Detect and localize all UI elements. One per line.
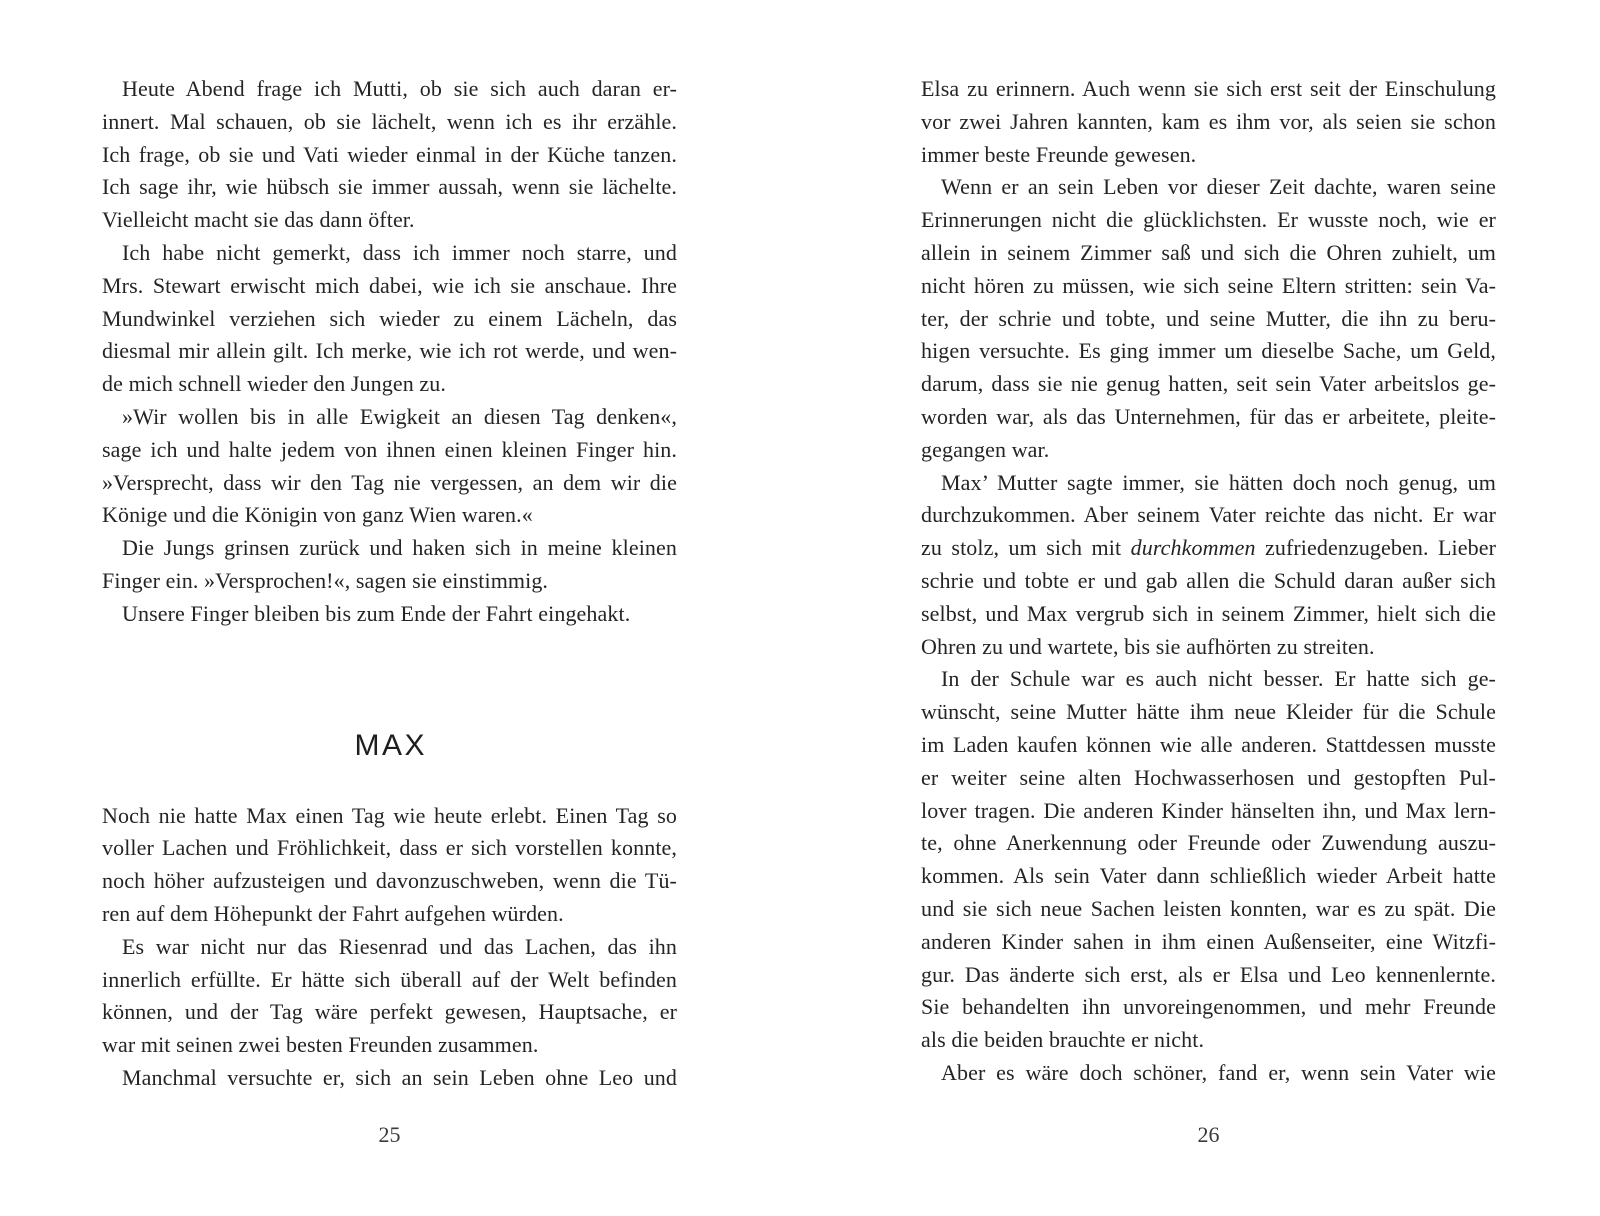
text-line: ter, der schrie und tobte, und seine Mutter, die ihn zu beru- — [921, 305, 1496, 331]
paragraph — [921, 1057, 1496, 1090]
italic-text: durchkommen — [1130, 535, 1256, 561]
text-line: voller Lachen und Fröhlichkeit, dass er sich vorstellen konnte, — [102, 835, 677, 861]
text-line: Heute Abend frage ich Mutti, ob sie sich auch daran er- — [122, 76, 677, 101]
text-line: Unsere Finger bleiben bis zum Ende der Fahrt eingehakt. — [122, 600, 631, 626]
text-line: wünscht, seine Mutter hätte ihm neue Kleider für die Schule — [921, 699, 1496, 725]
text-line: Finger ein. »Versprochen!«, sagen sie einstimmig. — [102, 567, 549, 593]
book-page-25 — [102, 73, 677, 1193]
text-line: kommen. Als sein Vater dann schließlich wieder Arbeit hatte — [921, 863, 1496, 889]
paragraph — [102, 598, 677, 631]
text-line: gur. Das änderte sich erst, als er Elsa und Leo kennenlernte. — [921, 961, 1496, 987]
text-line: selbst, und Max vergrub sich in seinem Zimmer, hielt sich die — [921, 600, 1496, 626]
text-line: higen versuchte. Es ging immer um dieselbe Sache, um Geld, — [921, 338, 1496, 364]
text-line: durchzukommen. Aber seinem Vater reichte das nicht. Er war — [921, 502, 1496, 528]
text-line: Wenn er an sein Leben vor dieser Zeit dachte, waren seine — [941, 174, 1496, 200]
text-line: Ich sage ihr, wie hübsch sie immer aussah, wenn sie lächelte. — [102, 174, 677, 200]
text-line: Ich frage, ob sie und Vati wieder einmal in der Küche tanzen. — [102, 141, 677, 167]
text-line: te, ohne Anerkennung oder Freunde oder Zuwendung auszu- — [921, 830, 1496, 856]
text-line: Manchmal versuchte er, sich an sein Leben ohne Leo und — [122, 1064, 677, 1090]
text-line: Ohren zu und wartete, bis sie aufhörten zu streiten. — [921, 633, 1375, 659]
text-line: Es war nicht nur das Riesenrad und das Lachen, das ihn — [122, 933, 677, 959]
text-line: In der Schule war es auch nicht besser. Er hatte sich ge- — [941, 666, 1496, 692]
text-line: war mit seinen zwei besten Freunden zusammen. — [102, 1032, 539, 1058]
book-page-26 — [921, 73, 1496, 1193]
text-line: Noch nie hatte Max einen Tag wie heute erlebt. Einen Tag so — [102, 802, 677, 828]
text-line: gegangen war. — [921, 436, 1050, 462]
text-line: schrie und tobte er und gab allen die Schuld daran außer sich — [921, 567, 1496, 593]
text-line: ren auf dem Höhepunkt der Fahrt aufgehen würden. — [102, 900, 564, 926]
text-line: immer beste Freunde gewesen. — [921, 141, 1197, 167]
text-line: »Versprecht, dass wir den Tag nie vergessen, an dem wir die — [102, 469, 677, 495]
text-line: Sie behandelten ihn unvoreingenommen, und mehr Freunde — [921, 994, 1496, 1020]
paragraph — [102, 931, 677, 1062]
text-line: darum, dass sie nie genug hatten, seit sein Vater arbeitslos ge- — [921, 371, 1496, 397]
paragraph — [102, 1062, 677, 1095]
text-line: und sie sich neue Sachen leisten konnten, war es zu spät. Die — [921, 895, 1496, 921]
text-line: Die Jungs grinsen zurück und haken sich in meine kleinen — [122, 535, 677, 561]
paragraph — [102, 237, 677, 401]
text-line: lover tragen. Die anderen Kinder hänselten ihn, und Max lern- — [921, 797, 1496, 823]
page-number: 26 — [1197, 1122, 1220, 1147]
text-line: worden war, als das Unternehmen, für das er arbeitete, pleite- — [921, 403, 1496, 429]
text-line — [921, 532, 1496, 565]
text-line: anderen Kinder sahen in ihm einen Außenseiter, eine Witzfi- — [921, 928, 1496, 954]
text-line: noch höher aufzusteigen und davonzuschweben, wenn die Tü- — [102, 868, 677, 894]
paragraph — [102, 401, 677, 532]
text-segment: zu stolz, um sich mit — [921, 535, 1131, 561]
text-line: Elsa zu erinnern. Auch wenn sie sich erst seit der Einschulung — [921, 76, 1496, 101]
text-line: Könige und die Königin von ganz Wien waren.« — [102, 502, 533, 528]
text-line: de mich schnell wieder den Jungen zu. — [102, 371, 446, 397]
text-line: diesmal mir allein gilt. Ich merke, wie ich rot werde, und wen- — [102, 338, 677, 364]
text-line: als die beiden brauchte er nicht. — [921, 1027, 1205, 1053]
text-line: innert. Mal schauen, ob sie lächelt, wenn ich es ihr erzähle. — [102, 108, 677, 134]
paragraph — [102, 73, 677, 237]
text-line: Aber es wäre doch schöner, fand er, wenn sein Vater wie — [941, 1059, 1496, 1085]
chapter-heading: MAX — [354, 728, 427, 762]
paragraph — [102, 532, 677, 598]
text-line: im Laden kaufen können wie alle anderen. Stattdessen musste — [921, 731, 1496, 757]
text-line: innerlich erfüllte. Er hätte sich überall auf der Welt befinden — [102, 966, 677, 992]
paragraph — [921, 73, 1496, 171]
text-line: allein in seinem Zimmer saß und sich die Ohren zuhielt, um — [921, 239, 1496, 265]
text-line: können, und der Tag wäre perfekt gewesen, Hauptsache, er — [102, 999, 677, 1025]
text-line: vor zwei Jahren kannten, kam es ihm vor, als seien sie schon — [921, 108, 1496, 134]
text-line: nicht hören zu müssen, wie sich seine Eltern stritten: sein Va- — [921, 272, 1496, 298]
text-line: Vielleicht macht sie das dann öfter. — [102, 207, 415, 233]
paragraph — [921, 467, 1496, 664]
text-line: er weiter seine alten Hochwasserhosen und gestopften Pul- — [921, 764, 1496, 790]
paragraph — [921, 663, 1496, 1057]
paragraph — [921, 171, 1496, 466]
text-line: Ich habe nicht gemerkt, dass ich immer noch starre, und — [122, 239, 677, 265]
text-line: Max’ Mutter sagte immer, sie hätten doch noch genug, um — [941, 469, 1496, 495]
text-line: »Wir wollen bis in alle Ewigkeit an diesen Tag denken«, — [122, 403, 677, 429]
text-line: sage ich und halte jedem von ihnen einen kleinen Finger hin. — [102, 436, 677, 462]
paragraph — [102, 800, 677, 931]
page-number: 25 — [378, 1122, 401, 1147]
text-line: Mrs. Stewart erwischt mich dabei, wie ich sie anschaue. Ihre — [102, 272, 677, 298]
text-line: Erinnerungen nicht die glücklichsten. Er wusste noch, wie er — [921, 207, 1496, 233]
text-segment: zufriedenzugeben. Lieber — [1255, 535, 1496, 561]
text-line: Mundwinkel verziehen sich wieder zu einem Lächeln, das — [102, 305, 677, 331]
